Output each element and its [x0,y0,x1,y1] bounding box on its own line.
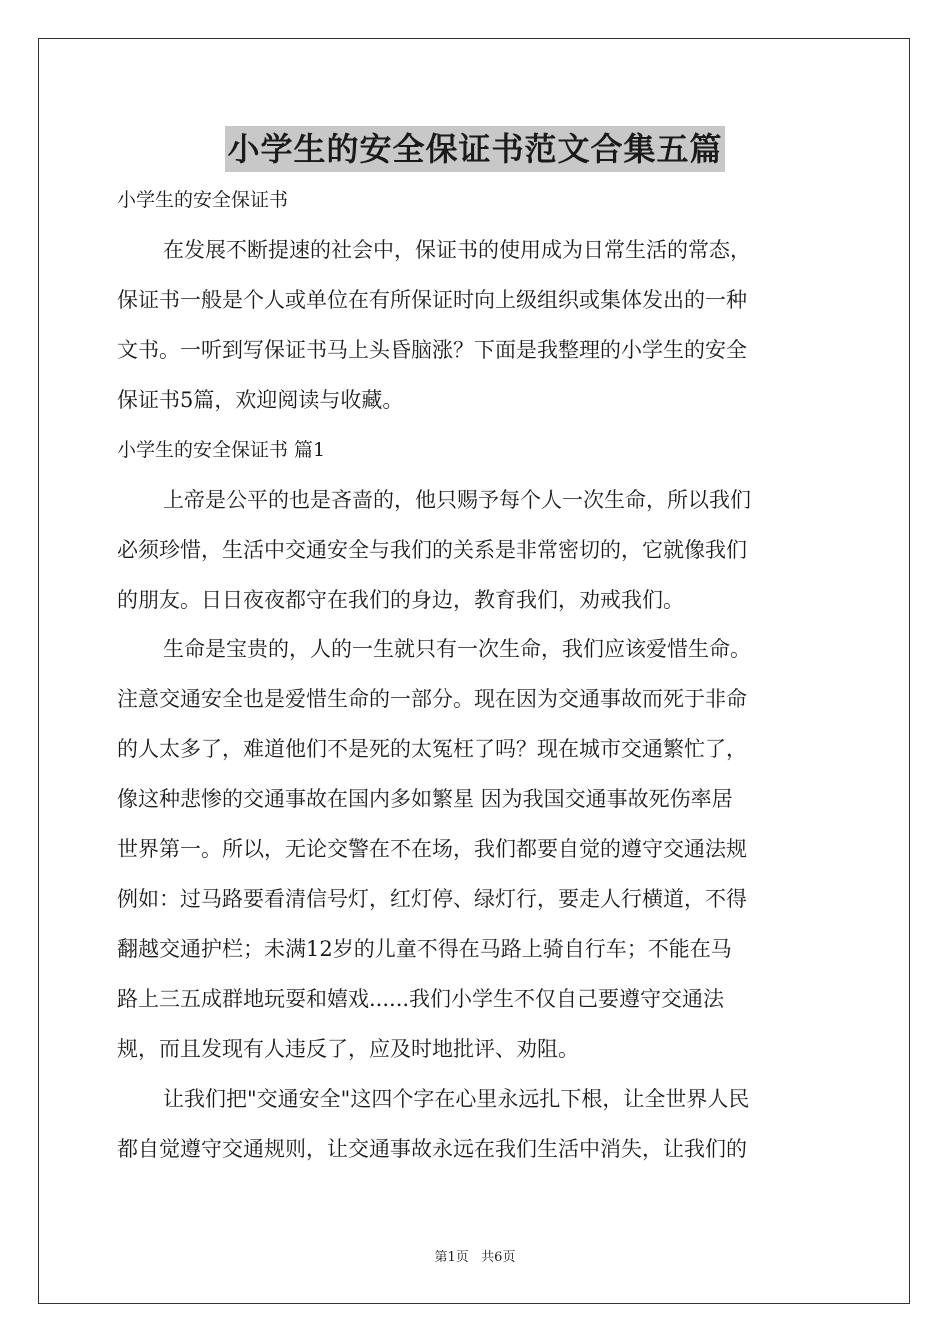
page-footer: 第1页 共6页 [434,1250,516,1265]
paragraph-line: 在发展不断提速的社会中，保证书的使用成为日常生活的常态， [163,238,751,262]
paragraph-line: 文书。一听到写保证书马上头昏脑涨？下面是我整理的小学生的安全 [117,338,747,362]
section-heading: 小学生的安全保证书 篇1 [117,439,326,461]
paragraph-line: 的人太多了，难道他们不是死的太冤枉了吗？现在城市交通繁忙了， [117,737,747,761]
document-title: 小学生的安全保证书范文合集五篇 [225,126,724,172]
paragraph-line: 例如：过马路要看清信号灯，红灯停、绿灯行，要走人行横道，不得 [117,887,747,911]
paragraph-line: 必须珍惜，生活中交通安全与我们的关系是非常密切的，它就像我们 [117,538,747,562]
paragraph-line: 注意交通安全也是爱惜生命的一部分。现在因为交通事故而死于非命 [117,687,747,711]
paragraph-line: 世界第一。所以，无论交警在不在场，我们都要自觉的遵守交通法规 [117,837,747,861]
page-frame [38,38,910,1304]
paragraph-line: 生命是宝贵的，人的一生就只有一次生命，我们应该爱惜生命。 [163,637,751,661]
paragraph-line: 保证书一般是个人或单位在有所保证时向上级组织或集体发出的一种 [117,288,747,312]
paragraph-line: 让我们把"交通安全"这四个字在心里永远扎下根，让全世界人民 [163,1087,750,1111]
paragraph-line: 像这种悲惨的交通事故在国内多如繁星 因为我国交通事故死伤率居 [117,787,733,811]
paragraph-line: 规，而且发现有人违反了，应及时地批评、劝阻。 [117,1037,579,1061]
section-heading: 小学生的安全保证书 [117,189,289,211]
paragraph-line: 路上三五成群地玩耍和嬉戏......我们小学生不仅自己要遵守交通法 [117,987,725,1011]
paragraph-line: 都自觉遵守交通规则，让交通事故永远在我们生活中消失，让我们的 [117,1137,747,1161]
paragraph-line: 上帝是公平的也是吝啬的，他只赐予每个人一次生命，所以我们 [163,488,751,512]
title-container [0,126,950,172]
paragraph-line: 保证书5篇，欢迎阅读与收藏。 [117,388,404,412]
paragraph-line: 翻越交通护栏；未满12岁的儿童不得在马路上骑自行车；不能在马 [117,937,732,961]
paragraph-line: 的朋友。日日夜夜都守在我们的身边，教育我们，劝戒我们。 [117,588,684,612]
